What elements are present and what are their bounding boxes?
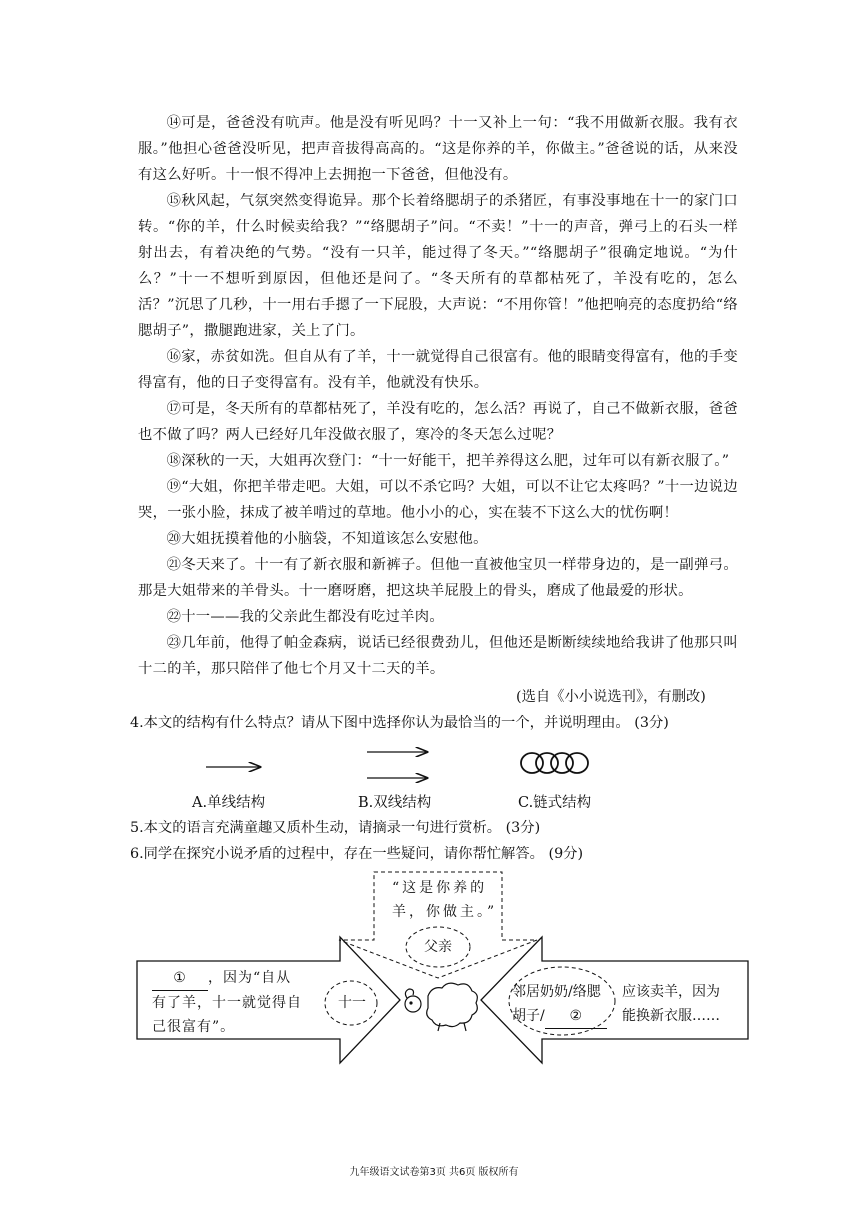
- right-oval-line-1: 邻居奶奶/络腮: [512, 984, 601, 1000]
- blank-2[interactable]: ②: [545, 1004, 607, 1029]
- source-note: (选自《小小说选刊》，有删改): [516, 689, 706, 705]
- paragraph-15: ⑮秋风起，气氛突然变得诡异。那个长着络腮胡子的杀猪匠，有事没事地在十一的家门口转。“你的羊，什么时候卖给我？”“络腮胡子”问。“不卖！”十一的声音，弹弓上的石头一样射出去，有着决绝的气势。“没有一只羊，能过得了冬天。”“络腮胡子”很确定地说。“为什么？”十一不想听到原因，但他还是问了。“冬天所有的草都枯死了，羊没有吃的，怎么活？”沉思了几秒，十一用右手摁了一下屁股，大声说：“不用你管！”他把响亮的态度扔给“络腮胡子”，撒腿跑进家，关上了门。: [138, 193, 738, 339]
- option-b-label: B.双线结构: [358, 795, 432, 811]
- right-oval-text: [512, 980, 607, 1029]
- top-quote-line-1: “这是你养的: [392, 880, 488, 896]
- paragraph-16: ⑯家，赤贫如洗。但自从有了羊，十一就觉得自己很富有。他的眼睛变得富有，他的手变得富有，他的日子变得富有。没有羊，他就没有快乐。: [138, 349, 738, 391]
- question-6: 6.同学在探究小说矛盾的过程中，存在一些疑问，请你帮忙解答。 (9分): [130, 846, 584, 862]
- top-quote-line-2: 羊，你做主。”: [392, 904, 498, 920]
- paragraph-18: ⑱深秋的一天，大姐再次登门：“十一好能干，把羊养得这么肥，过年可以有新衣服了。”: [166, 453, 730, 469]
- question-4: 4.本文的结构有什么特点？请从下图中选择你认为最恰当的一个，并说明理由。 (3分): [130, 715, 669, 731]
- left-box-text: [152, 966, 342, 1039]
- right-text-1: 应该卖羊，因为: [622, 984, 720, 1000]
- left-text-3: 己很富有”。: [152, 1019, 236, 1035]
- left-text-1: ，因为“自从: [208, 970, 292, 986]
- question-5: 5.本文的语言充满童趣又质朴生动，请摘录一句进行赏析。 (3分): [130, 820, 541, 836]
- paragraph-17: ⑰可是，冬天所有的草都枯死了，羊没有吃的，怎么活？再说了，自己不做新衣服，爸爸也不做了吗？两人已经好几年没做衣服了，寒冷的冬天怎么过呢？: [138, 401, 738, 443]
- shiyi-label: 十一: [338, 995, 366, 1011]
- option-c-label: C.链式结构: [518, 795, 592, 811]
- left-text-2: 有了羊，十一就觉得自: [152, 995, 302, 1011]
- paragraph-22: ㉒十一——我的父亲此生都没有吃过羊肉。: [166, 609, 444, 625]
- paragraph-23: ㉓几年前，他得了帕金森病，说话已经很费劲儿，但他还是断断续续地给我讲了他那只叫十二的羊，那只陪伴了他七个月又十二天的羊。: [138, 635, 738, 677]
- paragraph-19: ⑲“大姐，你把羊带走吧。大姐，可以不杀它吗？大姐，可以不让它太疼吗？”十一边说边哭，一张小脸，抹成了被羊啃过的草地。他小小的心，实在装不下这么大的忧伤啊！: [138, 479, 738, 521]
- paragraph-14: ⑭可是，爸爸没有吭声。他是没有听见吗？十一又补上一句：“我不用做新衣服。我有衣服。”他担心爸爸没听见，把声音拔得高高的。“这是你养的羊，你做主。”爸爸说的话，从来没有这么好听。十一恨不得冲上去拥抱一下爸爸，但他没有。: [138, 115, 738, 183]
- right-oval-line-2: 胡子/: [512, 1008, 545, 1024]
- option-a-label: A.单线结构: [192, 795, 266, 811]
- right-text-2: 能换新衣服……: [622, 1008, 720, 1024]
- father-label: 父亲: [424, 939, 452, 955]
- paragraph-21: ㉑冬天来了。十一有了新衣服和新裤子。但他一直被他宝贝一样带身边的，是一副弹弓。那是大姐带来的羊骨头。十一磨呀磨，把这块羊屁股上的骨头，磨成了他最爱的形状。: [138, 557, 738, 599]
- page-footer: 九年级语文试卷第3页 共6页 版权所有: [349, 1167, 519, 1178]
- sheep-icon: [405, 983, 477, 1031]
- blank-1[interactable]: ①: [152, 966, 208, 991]
- top-quote: [392, 876, 497, 924]
- right-box-text: [622, 980, 720, 1028]
- paragraph-20: ⑳大姐抚摸着他的小脑袋，不知道该怎么安慰他。: [166, 531, 488, 547]
